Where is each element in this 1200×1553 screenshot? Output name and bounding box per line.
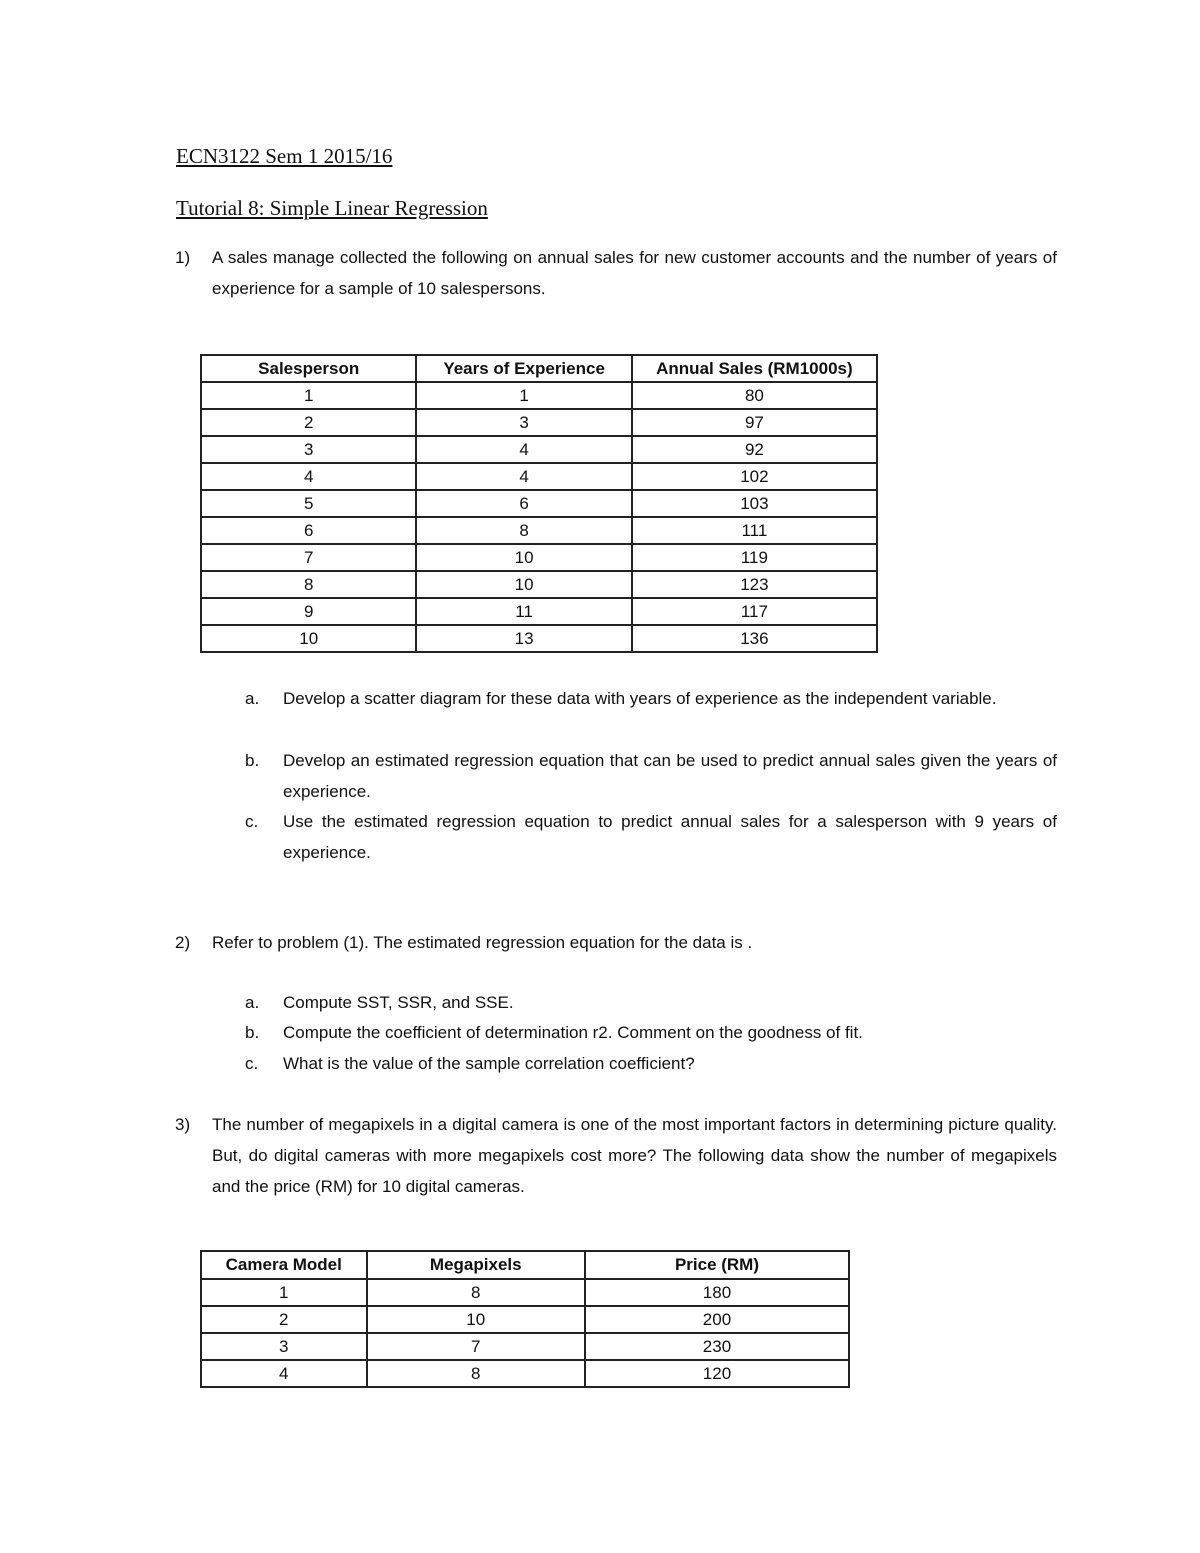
table-cell: 5 [201,490,416,517]
sales-table [200,354,878,653]
question-text: A sales manage collected the following on annual sales for new customer accounts and the number of years of experience for a sample of 10 salespersons. [212,248,1057,298]
table-row [201,1279,849,1306]
part-text: Develop an estimated regression equation that can be used to predict annual sales given the years of experience. [283,751,1057,801]
part-letter: b. [245,1023,260,1042]
table-cell: 97 [632,409,877,436]
question-number: 2) [175,933,191,952]
table-cell: 200 [585,1306,849,1333]
question-text: Refer to problem (1). The estimated regression equation for the data is . [212,933,753,952]
table-row [201,409,877,436]
table-row [201,1306,849,1333]
part-letter: b. [245,751,260,770]
table-cell: 3 [416,409,631,436]
table-cell: 123 [632,571,877,598]
table-cell: 80 [632,382,877,409]
part-text: Develop a scatter diagram for these data with years of experience as the independent variable. [283,689,997,708]
table-cell: 136 [632,625,877,652]
part-text: Use the estimated regression equation to predict annual sales for a salesperson with 9 years of experience. [283,812,1057,862]
tutorial-title: Tutorial 8: Simple Linear Regression [176,196,488,220]
header-cell: Megapixels [367,1251,585,1279]
question-1 [175,242,1057,304]
question-2c [245,1048,1057,1079]
table-cell: 111 [632,517,877,544]
part-letter: c. [245,1054,259,1073]
part-text: Compute the coefficient of determination r2. Comment on the goodness of fit. [283,1023,863,1042]
table-cell: 8 [416,517,631,544]
table-cell: 1 [201,382,416,409]
table-header-row [201,1251,849,1279]
header-cell: Salesperson [201,355,416,382]
table-row [201,625,877,652]
question-2a [245,987,1057,1018]
table-cell: 4 [416,436,631,463]
header-cell: Camera Model [201,1251,367,1279]
table-cell: 8 [201,571,416,598]
table-cell: 3 [201,1333,367,1360]
table-cell: 11 [416,598,631,625]
header-cell: Years of Experience [416,355,631,382]
table-cell: 2 [201,1306,367,1333]
part-letter: a. [245,993,260,1012]
table-cell: 6 [416,490,631,517]
table-cell: 8 [367,1360,585,1387]
table-cell: 230 [585,1333,849,1360]
table-row [201,1360,849,1387]
table-row [201,382,877,409]
course-title: ECN3122 Sem 1 2015/16 [176,144,393,168]
table-header-row [201,355,877,382]
table-cell: 4 [201,1360,367,1387]
table-cell: 119 [632,544,877,571]
table-cell: 7 [201,544,416,571]
table-cell: 3 [201,436,416,463]
table-cell: 4 [201,463,416,490]
table-cell: 9 [201,598,416,625]
table-cell: 4 [416,463,631,490]
question-2 [175,927,1057,958]
table-cell: 117 [632,598,877,625]
table-cell: 2 [201,409,416,436]
question-3 [175,1109,1057,1202]
question-1a [245,683,1057,714]
table-cell: 102 [632,463,877,490]
table-cell: 13 [416,625,631,652]
part-text: What is the value of the sample correlation coefficient? [283,1054,695,1073]
table-cell: 10 [201,625,416,652]
table-row [201,1333,849,1360]
table-cell: 10 [367,1306,585,1333]
question-1c [245,806,1057,868]
table-cell: 10 [416,544,631,571]
table-row [201,544,877,571]
part-letter: a. [245,689,260,708]
table-cell: 180 [585,1279,849,1306]
question-2b [245,1017,1057,1048]
table-cell: 92 [632,436,877,463]
table-cell: 103 [632,490,877,517]
question-1b [245,745,1057,807]
table-cell: 7 [367,1333,585,1360]
table-row [201,571,877,598]
part-letter: c. [245,812,259,831]
header-cell: Annual Sales (RM1000s) [632,355,877,382]
table-row [201,436,877,463]
table-row [201,490,877,517]
part-text: Compute SST, SSR, and SSE. [283,993,514,1012]
table-cell: 8 [367,1279,585,1306]
table-cell: 1 [201,1279,367,1306]
table-cell: 6 [201,517,416,544]
table-row [201,517,877,544]
question-text: The number of megapixels in a digital camera is one of the most important factors in determining picture quality. But, do digital cameras with more megapixels cost more? The following data show the number of megapixels and the price (RM) for 10 digital cameras. [212,1115,1057,1196]
header-cell: Price (RM) [585,1251,849,1279]
camera-table [200,1250,850,1388]
table-cell: 1 [416,382,631,409]
table-cell: 120 [585,1360,849,1387]
question-number: 3) [175,1115,191,1134]
table-cell: 10 [416,571,631,598]
table-row [201,598,877,625]
question-number: 1) [175,248,191,267]
table-row [201,463,877,490]
